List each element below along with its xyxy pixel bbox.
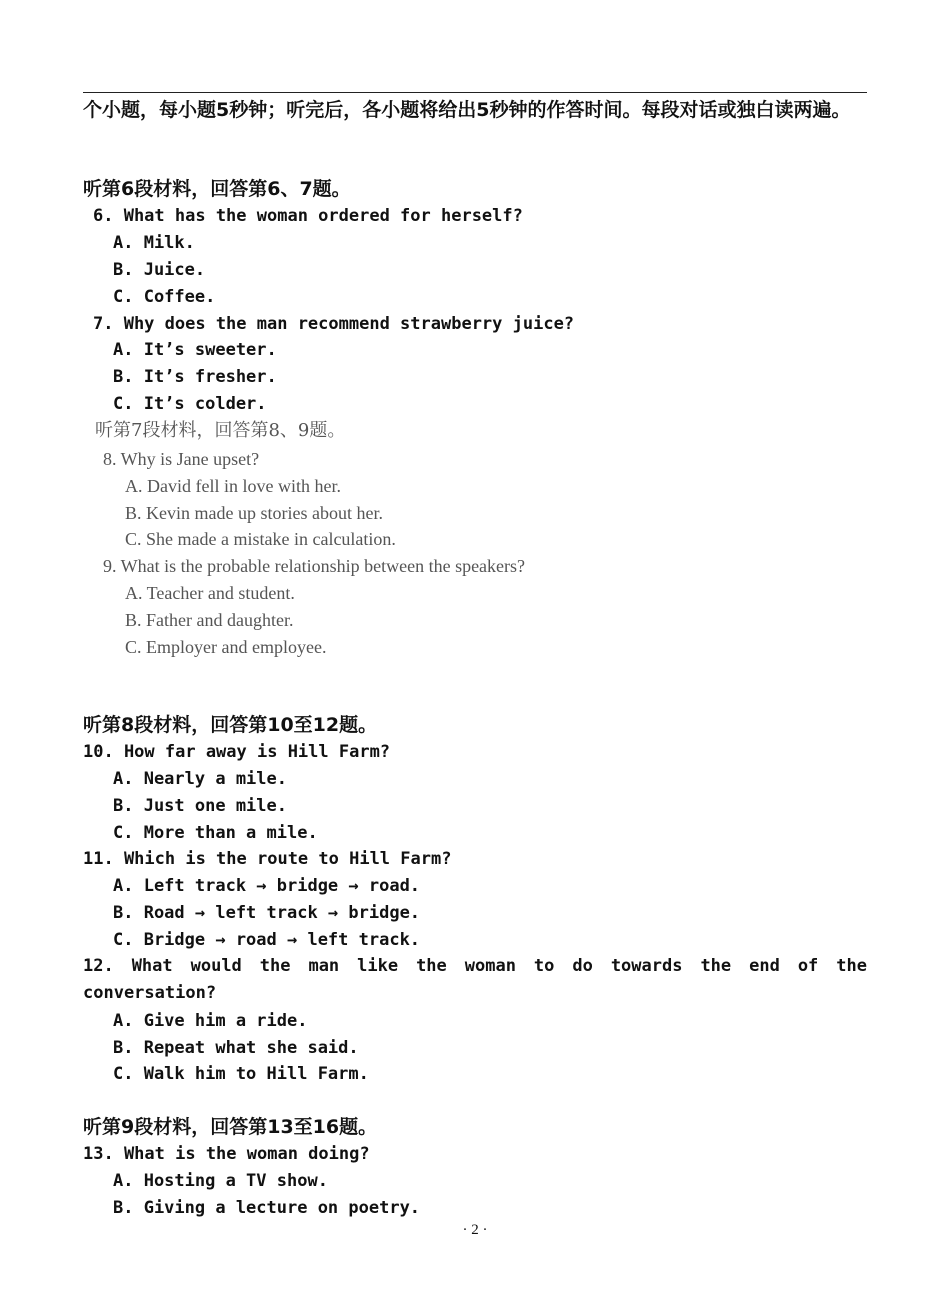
question-9-option-b: B. Father and daughter.: [125, 610, 294, 630]
question-9-option-a: A. Teacher and student.: [125, 583, 295, 603]
question-7-option-c: C. It’s colder.: [113, 394, 267, 414]
question-13-option-a: A. Hosting a TV show.: [113, 1171, 328, 1191]
question-7: 7. Why does the man recommend strawberry juice?: [93, 314, 575, 334]
question-10-option-c: C. More than a mile.: [113, 823, 318, 843]
page-number: · 2 ·: [462, 1222, 488, 1238]
question-7-option-a: A. It’s sweeter.: [113, 340, 277, 360]
question-10-option-a: A. Nearly a mile.: [113, 769, 287, 789]
question-11-option-b: B. Road → left track → bridge.: [113, 903, 421, 923]
question-6-option-b: B. Juice.: [113, 260, 206, 280]
question-11: 11. Which is the route to Hill Farm?: [83, 849, 452, 869]
question-12: 12. What would the man like the woman to do towards the end of the conversation?: [83, 956, 867, 1003]
question-11-option-c: C. Bridge → road → left track.: [113, 930, 421, 950]
question-12-option-a: A. Give him a ride.: [113, 1011, 308, 1031]
question-12-option-c: C. Walk him to Hill Farm.: [113, 1064, 369, 1084]
question-8-option-a: A. David fell in love with her.: [125, 476, 341, 496]
question-8-option-b: B. Kevin made up stories about her.: [125, 503, 383, 523]
header-rule: [83, 92, 867, 93]
section-7-heading: 听第7段材料，回答第8、9题。: [95, 420, 346, 441]
section-8-heading: 听第8段材料，回答第10至12题。: [83, 714, 378, 736]
question-11-option-a: A. Left track → bridge → road.: [113, 876, 421, 896]
question-13-option-b: B. Giving a lecture on poetry.: [113, 1198, 421, 1218]
question-7-option-b: B. It’s fresher.: [113, 367, 277, 387]
section-6-heading: 听第6段材料，回答第6、7题。: [83, 178, 351, 200]
question-12-option-b: B. Repeat what she said.: [113, 1038, 359, 1058]
question-8: 8. Why is Jane upset?: [103, 449, 260, 469]
question-8-option-c: C. She made a mistake in calculation.: [125, 529, 396, 549]
intro-instructions: 个小题，每小题5秒钟；听完后，各小题将给出5秒钟的作答时间。每段对话或独白读两遍。: [83, 99, 851, 121]
question-6-option-a: A. Milk.: [113, 233, 195, 253]
question-9-option-c: C. Employer and employee.: [125, 637, 327, 657]
question-10-option-b: B. Just one mile.: [113, 796, 287, 816]
question-13: 13. What is the woman doing?: [83, 1144, 370, 1164]
question-6-option-c: C. Coffee.: [113, 287, 216, 307]
section-9-heading: 听第9段材料，回答第13至16题。: [83, 1116, 378, 1138]
question-10: 10. How far away is Hill Farm?: [83, 742, 391, 762]
question-6: 6. What has the woman ordered for herself?: [93, 206, 523, 226]
question-9: 9. What is the probable relationship between the speakers?: [103, 556, 526, 576]
